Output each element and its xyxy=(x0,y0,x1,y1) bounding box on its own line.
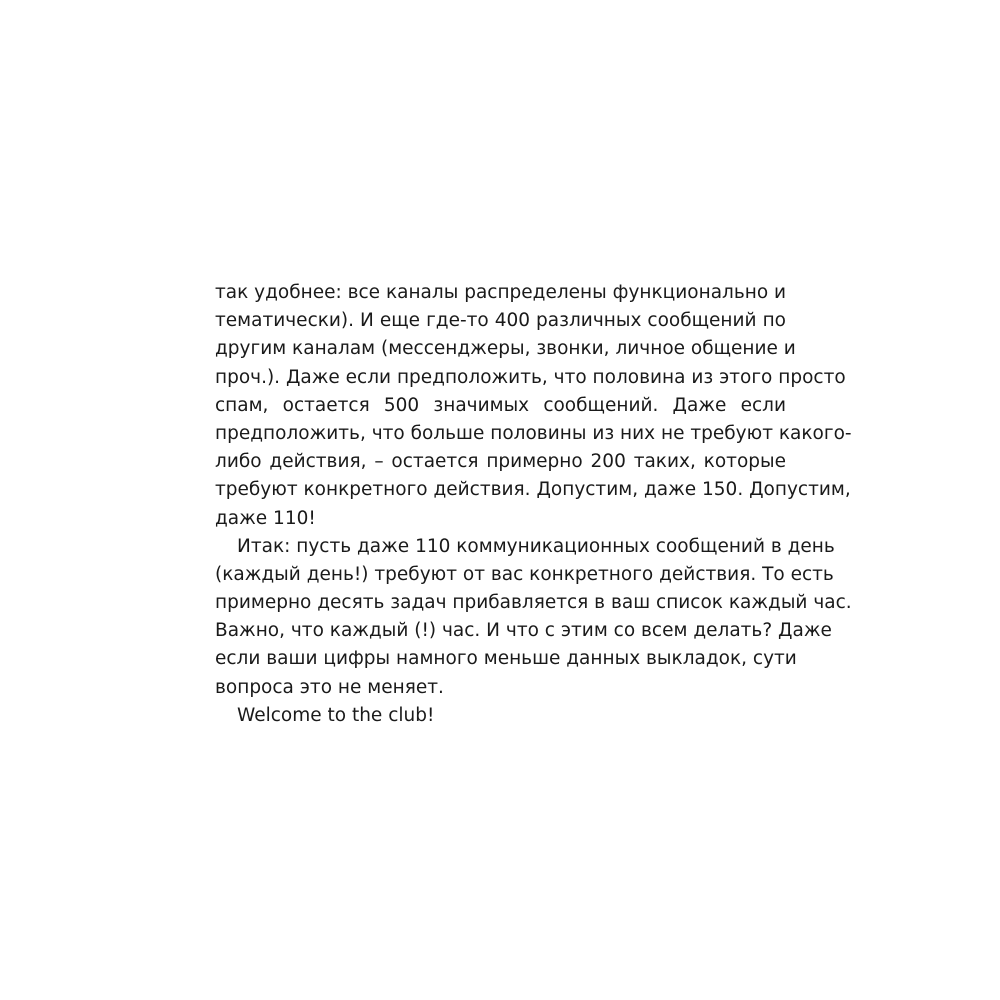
text-line: проч.). Даже если предположить, что половина из этого просто xyxy=(215,366,846,388)
text-line: Welcome to the club! xyxy=(237,704,435,726)
text-line: спам, остается 500 значимых сообщений. Даже если xyxy=(215,394,786,416)
text-line: (каждый день!) требуют от вас конкретного действия. То есть xyxy=(215,563,834,585)
text-line: другим каналам (мессенджеры, звонки, личное общение и xyxy=(215,338,796,360)
paragraph-2 xyxy=(215,533,852,702)
paragraph-1 xyxy=(215,279,852,533)
text-line: вопроса это не меняет. xyxy=(215,676,444,698)
text-line: если ваши цифры намного меньше данных выкладок, сути xyxy=(215,648,797,670)
text-line: Важно, что каждый (!) час. И что с этим со всем делать? Даже xyxy=(215,620,832,642)
text-line: Итак: пусть даже 110 коммуникационных сообщений в день xyxy=(237,535,835,557)
paragraph-3 xyxy=(215,702,786,730)
body-text xyxy=(215,279,852,730)
text-line: так удобнее: все каналы распределены функционально и xyxy=(215,282,787,303)
text-line: даже 110! xyxy=(215,507,316,529)
text-line: предположить, что больше половины из них не требуют какого- xyxy=(215,422,852,444)
text-line: тематически). И еще где-то 400 различных сообщений по xyxy=(215,310,786,332)
text-line: примерно десять задач прибавляется в ваш список каждый час. xyxy=(215,592,852,614)
text-line: либо действия, – остается примерно 200 таких, которые xyxy=(215,451,786,473)
text-line: требуют конкретного действия. Допустим, даже 150. Допустим, xyxy=(215,479,851,501)
